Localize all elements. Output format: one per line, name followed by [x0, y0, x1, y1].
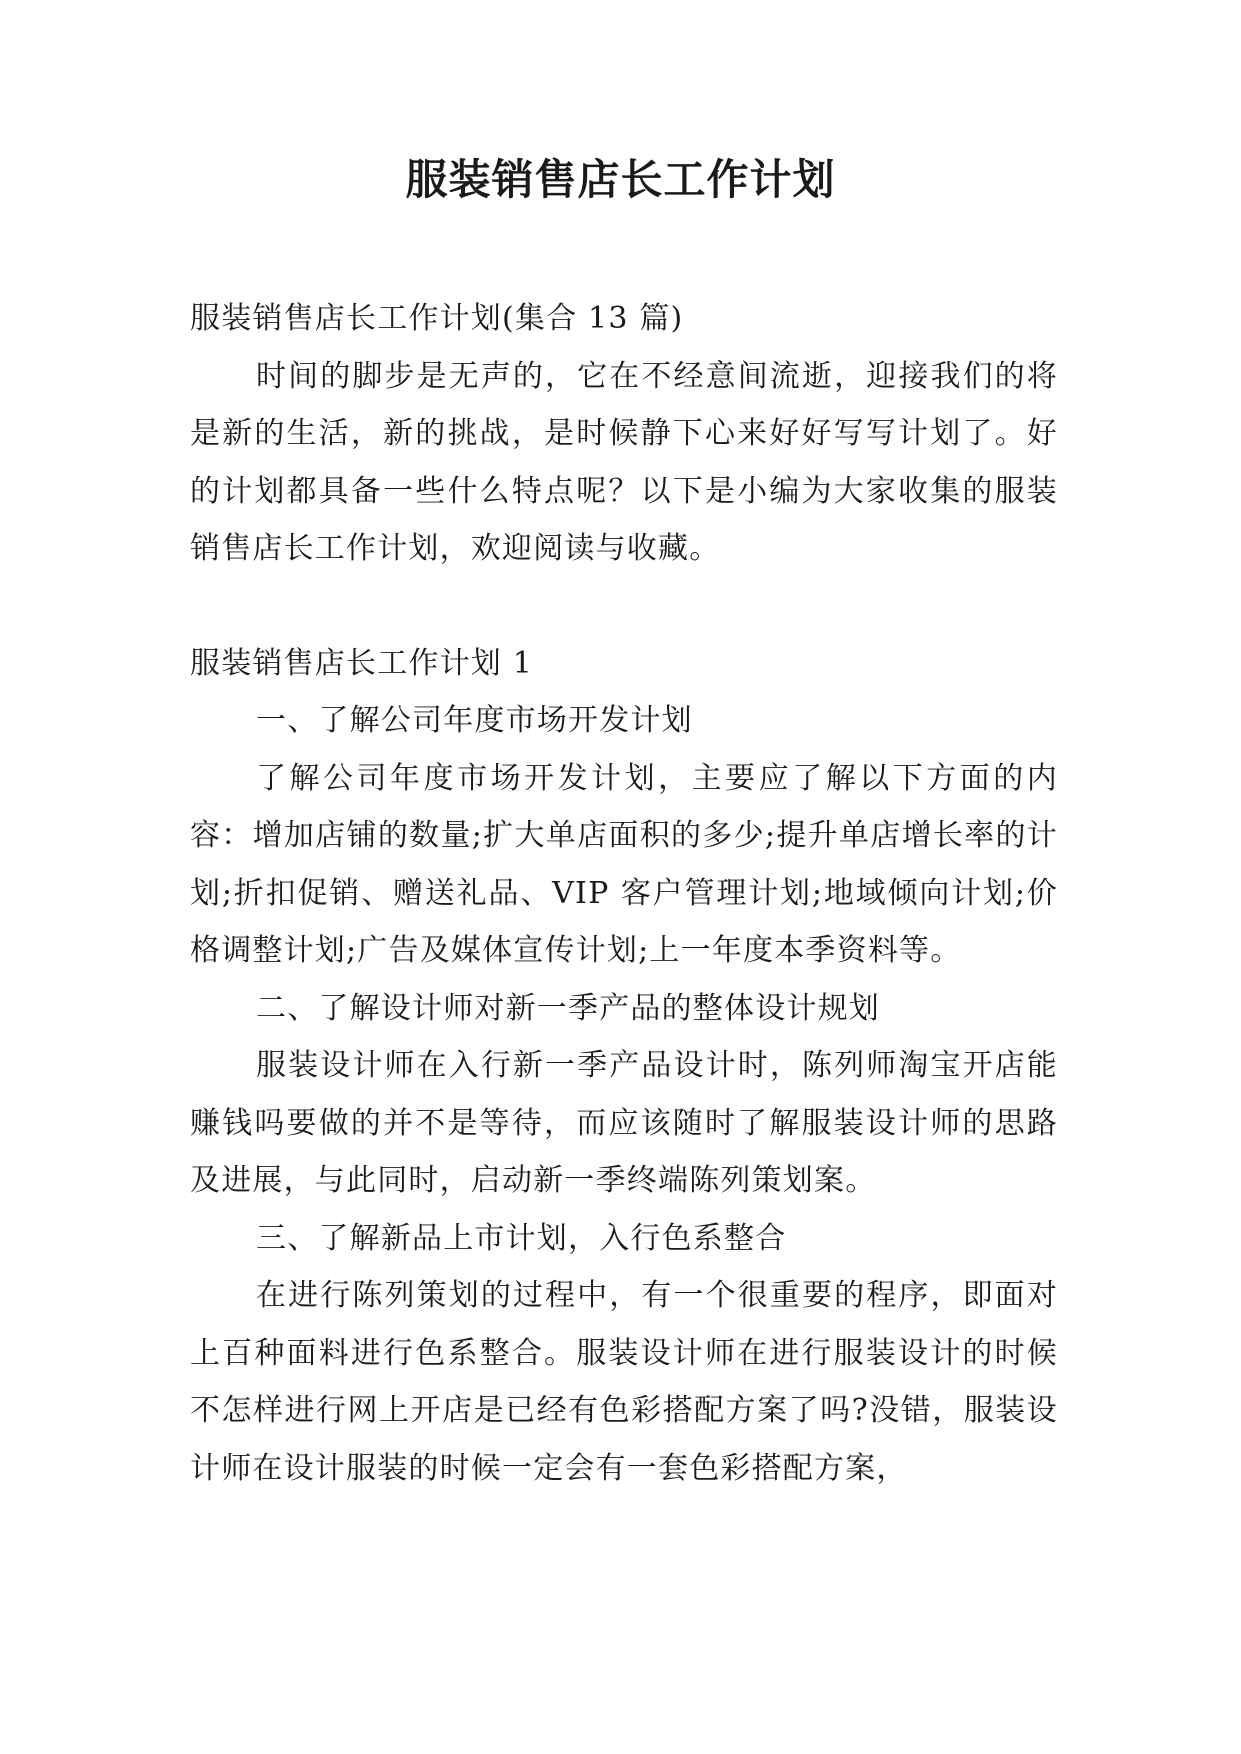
document-title: 服装销售店长工作计划: [405, 155, 836, 204]
heading-item-2: 二、了解设计师对新一季产品的整体设计规划: [256, 990, 880, 1026]
intro-paragraph: 时间的脚步是无声的，它在不经意间流逝，迎接我们的将是新的生活，新的挑战，是时候静下心来好好写写计划了。好的计划都具备一些什么特点呢？以下是小编为大家收集的服装销售店长工作计划，欢迎阅读与收藏。: [190, 358, 1058, 566]
section-title: 服装销售店长工作计划 1: [190, 645, 534, 681]
section-spacer: [190, 578, 1058, 635]
body-paragraph-1: 了解公司年度市场开发计划，主要应了解以下方面的内容：增加店铺的数量;扩大单店面积的多少;提升单店增长率的计划;折扣促销、赠送礼品、VIP 客户管理计划;地域倾向计划;价格调整计划;广告及媒体宣传计划;上一年度本季资料等。: [190, 760, 1058, 968]
body-paragraph-3: 在进行陈列策划的过程中，有一个很重要的程序，即面对上百种面料进行色系整合。服装设计师在进行服装设计的时候不怎样进行网上开店是已经有色彩搭配方案了吗?没错，服装设计师在设计服装的时候一定会有一套色彩搭配方案，: [190, 1278, 1058, 1486]
heading-item-1: 一、了解公司年度市场开发计划: [256, 703, 693, 738]
body-paragraph-2: 服装设计师在入行新一季产品设计时，陈列师淘宝开店能赚钱吗要做的并不是等待，而应该随时了解服装设计师的思路及进展，与此同时，启动新一季终端陈列策划案。: [190, 1048, 1058, 1198]
document-body: [190, 290, 1058, 1497]
document-subtitle: 服装销售店长工作计划(集合 13 篇): [190, 301, 684, 336]
heading-item-3: 三、了解新品上市计划，入行色系整合: [256, 1220, 787, 1256]
